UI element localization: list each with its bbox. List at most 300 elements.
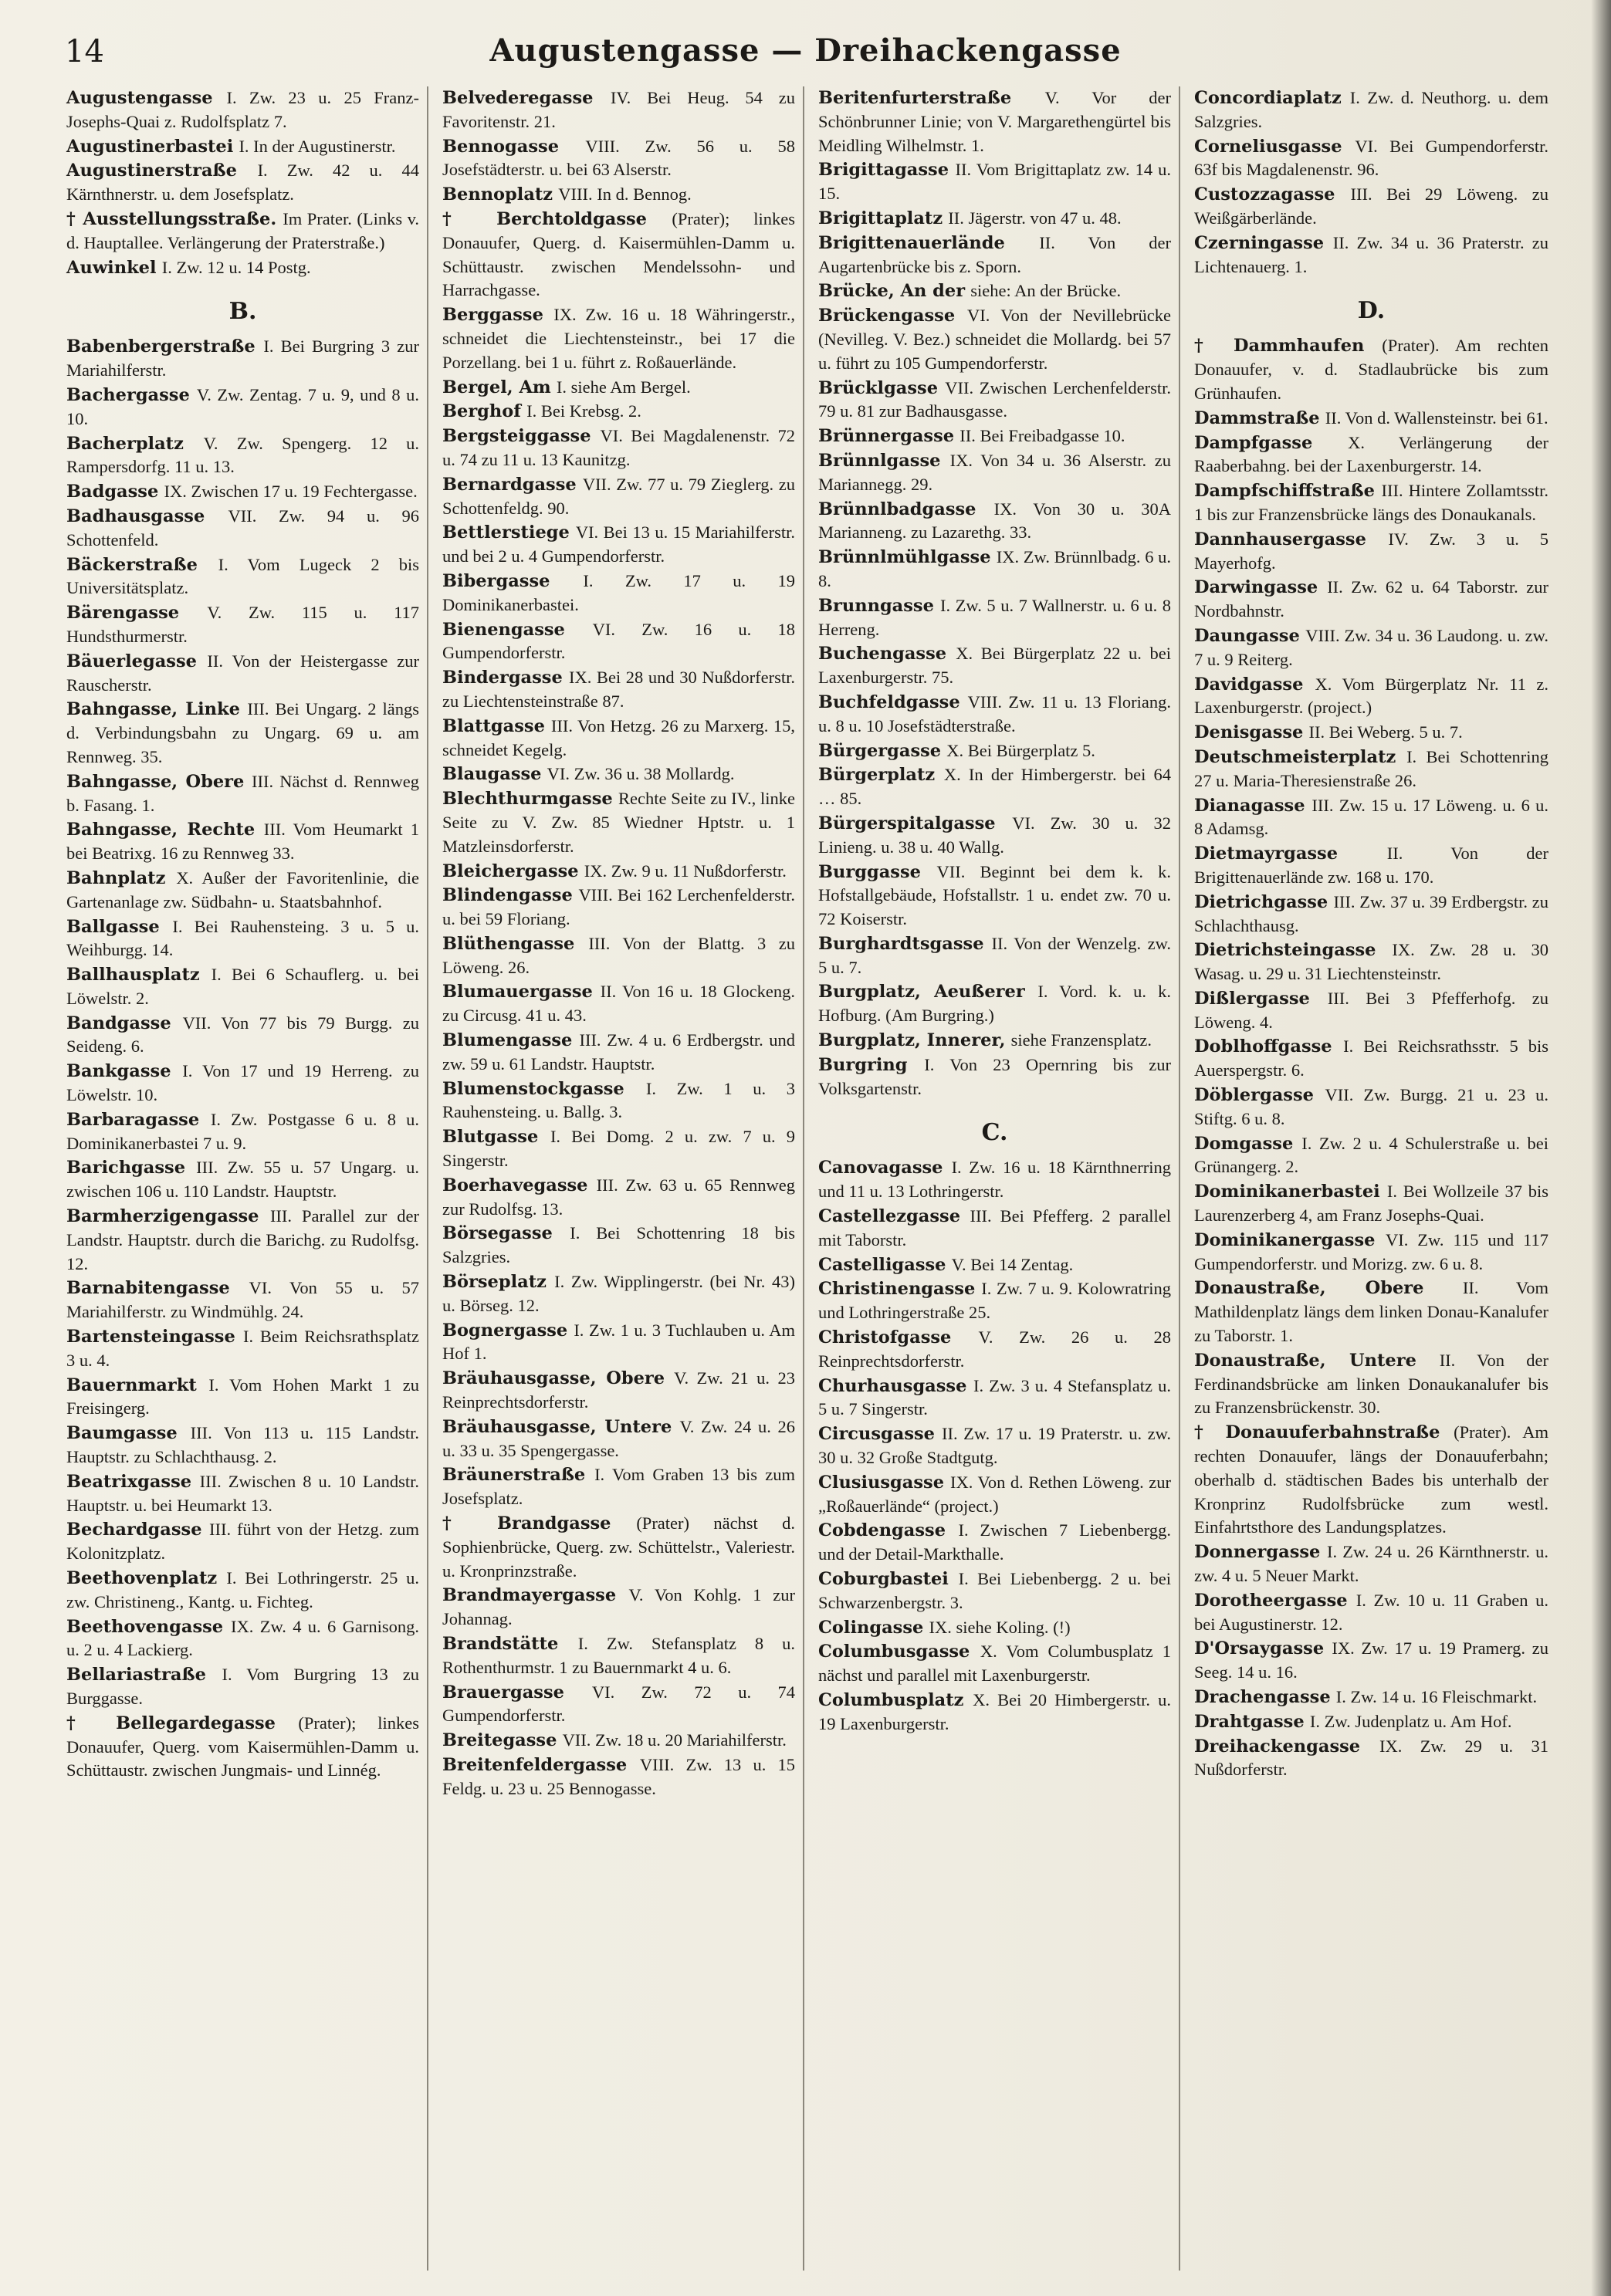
directory-entry: [442, 208, 795, 303]
directory-entry: [818, 1053, 1171, 1101]
directory-entry: [1194, 135, 1548, 183]
street-name: Burghardtsgasse: [818, 933, 984, 954]
street-name: Burggasse: [818, 861, 921, 882]
street-name: Canovagasse: [818, 1158, 943, 1178]
directory-entry: [1194, 987, 1548, 1035]
directory-entry: [442, 376, 795, 400]
directory-entry: [1194, 746, 1548, 793]
street-description: I. Von 17 und 19 Herreng. zu Löwelstr. 10.: [66, 1061, 419, 1105]
directory-entry: [1194, 673, 1548, 721]
directory-entry: [818, 232, 1171, 279]
street-description: Rechte Seite zu IV., linke Seite zu V. Zw. 85 Wiedner Hptstr. u. 1 Matzleinsdorferstr.: [442, 789, 796, 856]
street-name: Börseplatz: [442, 1272, 547, 1293]
directory-entry: [818, 279, 1171, 303]
street-name: Bernardgasse: [442, 474, 577, 495]
street-name: Boerhavegasse: [442, 1175, 588, 1195]
street-description: I. Bei Liebenbergg. 2 u. bei Schwarzenbergstr. 3.: [818, 1569, 1171, 1612]
street-name: Brücklgasse: [818, 377, 939, 398]
street-description: VI. Zw. 115 und 117 Gumpendorferstr. und Morizg. zw. 6 u. 8.: [1194, 1229, 1548, 1273]
street-name: Czerningasse: [1194, 232, 1325, 253]
street-description: II. Von der Wenzelg. zw. 5 u. 7.: [818, 933, 1172, 977]
street-name: Badhausgasse: [66, 506, 205, 526]
directory-entry: [442, 1029, 795, 1077]
street-description: VIII. Zw. 13 u. 15 Feldg. u. 23 u. 25 Bennogasse.: [442, 1754, 795, 1798]
street-description: I. Zwischen 7 Liebenbergg. und der Detail-Markthalle.: [818, 1520, 1171, 1564]
street-name: Buchfeldgasse: [818, 692, 960, 712]
directory-entry: [818, 932, 1171, 980]
street-name: Bräunerstraße: [442, 1465, 586, 1486]
street-description: II. Vom Brigittaplatz zw. 14 u. 15.: [818, 160, 1172, 204]
directory-entry: [442, 1270, 795, 1318]
street-description: IX. Von 30 u. 30A Marianneng. zu Lazarethg. 33.: [818, 499, 1171, 543]
street-name: † Ausstellungsstraße.: [66, 208, 277, 229]
street-name: Brigittenauerlände: [818, 232, 1005, 253]
directory-entry: [442, 932, 795, 980]
street-name: Doblhoffgasse: [1194, 1036, 1332, 1057]
street-description: VII. Zw. 77 u. 79 Zieglerg. zu Schottenfeldg. 90.: [442, 474, 795, 518]
street-name: Augustengasse: [66, 88, 213, 108]
street-description: VI. Bei Magdalenenstr. 72 u. 74 zu 11 u. 13 Kaunitzg.: [442, 426, 796, 469]
street-name: Brücke, An der: [818, 281, 966, 302]
street-description: I. In der Augustinerstr.: [239, 136, 396, 156]
street-description: III. Von der Blattg. 3 zu Löweng. 26.: [442, 933, 796, 977]
street-name: Brünnlbadgasse: [818, 499, 976, 519]
street-description: III. Bei Ungarg. 2 längs d. Verbindungsbahn zu Ungarg. 69 u. am Rennweg. 35.: [66, 699, 419, 766]
street-description: III. Bei Pfefferg. 2 parallel mit Taborstr.: [818, 1206, 1172, 1249]
directory-entry: [818, 1422, 1171, 1470]
directory-entry: [442, 1367, 795, 1415]
street-name: Bechardgasse: [66, 1520, 202, 1540]
street-description: II. Vom Mathildenplatz längs dem linken Donau-Kanalufer zu Taborstr. 1.: [1194, 1278, 1548, 1346]
directory-entry: [818, 498, 1171, 546]
directory-entry: [442, 666, 795, 714]
directory-entry: [1194, 1735, 1548, 1783]
street-name: † Brandgasse: [442, 1513, 611, 1534]
directory-entry: [66, 553, 419, 601]
street-description: I. Zw. 3 u. 4 Stefansplatz u. 5 u. 7 Singerstr.: [818, 1375, 1171, 1419]
directory-entry: [1194, 334, 1548, 405]
street-name: Döblergasse: [1194, 1085, 1314, 1106]
directory-entry: [66, 159, 419, 207]
street-description: X. Vom Columbusplatz 1 nächst und parallel mit Laxenburgerstr.: [818, 1642, 1171, 1686]
street-name: Dominikanergasse: [1194, 1229, 1376, 1250]
directory-entry: [66, 208, 419, 255]
street-description: I. Zw. 24 u. 26 Kärnthnerstr. u. zw. 4 u. 5 Neuer Markt.: [1194, 1542, 1548, 1586]
directory-entry: [442, 1584, 795, 1632]
street-name: Castellezgasse: [818, 1206, 961, 1227]
directory-entry: [66, 1518, 419, 1566]
street-name: Auwinkel: [66, 257, 157, 278]
directory-entry: [442, 1632, 795, 1680]
street-description: I. Vom Burgring 13 zu Burggasse.: [66, 1665, 420, 1708]
directory-entry: [818, 377, 1171, 424]
street-name: Beethovenplatz: [66, 1568, 218, 1589]
street-name: Bäckerstraße: [66, 554, 198, 575]
street-description: X. Vom Bürgerplatz Nr. 11 z. Laxenburgerstr. (project.): [1194, 674, 1548, 718]
street-name: Denisgasse: [1194, 722, 1304, 743]
street-name: Burgring: [818, 1054, 908, 1075]
directory-entry: [442, 1222, 795, 1270]
street-description: I. Bei Krebsg. 2.: [526, 401, 641, 421]
street-name: Breitegasse: [442, 1730, 557, 1751]
street-description: V. Bei 14 Zentag.: [951, 1254, 1074, 1274]
street-name: Bankgasse: [66, 1061, 171, 1082]
street-description: V. Zw. 24 u. 26 u. 33 u. 35 Spengergasse.: [442, 1416, 795, 1460]
street-name: Baumgasse: [66, 1423, 178, 1444]
directory-entry: [442, 1753, 795, 1801]
page-edge-shadow: [1591, 0, 1611, 2296]
directory-entry: [442, 521, 795, 569]
page-header: [62, 29, 1549, 76]
street-name: Drachengasse: [1194, 1687, 1331, 1707]
directory-entry: [818, 861, 1171, 932]
street-description: I. Zw. 10 u. 11 Graben u. bei Augustinerstr. 12.: [1194, 1590, 1548, 1634]
street-description: I. Zw. Wipplingerstr. (bei Nr. 43) u. Börseg. 12.: [442, 1272, 796, 1315]
street-name: Bognergasse: [442, 1320, 568, 1341]
street-name: Berggasse: [442, 305, 543, 326]
directory-entry: [66, 1567, 419, 1615]
street-description: II. Von der Ferdinandsbrücke am linken Donaukanalufer bis zu Franzensbrückenstr. 30.: [1194, 1350, 1548, 1418]
street-name: Christinengasse: [818, 1279, 976, 1300]
street-description: I. Zw. 14 u. 16 Fleischmarkt.: [1335, 1687, 1538, 1706]
directory-entry: [442, 715, 795, 763]
street-description: III. Hintere Zollamtsstr. 1 bis zur Franzensbrücke längs des Donaukanals.: [1194, 481, 1548, 524]
street-name: Brauergasse: [442, 1682, 564, 1703]
column-4: [1191, 86, 1556, 2271]
street-description: V. Zw. 26 u. 28 Reinprechtsdorferstr.: [818, 1327, 1171, 1371]
directory-entry: [66, 1276, 419, 1324]
street-name: Clusiusgasse: [818, 1472, 945, 1493]
directory-entry: [1194, 1421, 1548, 1540]
street-description: VI. Zw. 36 u. 38 Mollardg.: [547, 764, 735, 784]
street-description: V. Vor der Schönbrunner Linie; von V. Margarethengürtel bis Meidling Wilhelmstr. 1.: [818, 88, 1171, 155]
street-description: V. Von Kohlg. 1 zur Johannag.: [442, 1585, 795, 1629]
street-description: IX. Zw. 4 u. 6 Garnisong. u. 2 u. 4 Lackierg.: [66, 1616, 419, 1660]
directory-entry: [442, 1174, 795, 1222]
directory-entry: [442, 183, 795, 207]
street-name: Brückengasse: [818, 306, 956, 326]
directory-entry: [818, 980, 1171, 1028]
street-description: VI. Zw. 72 u. 74 Gumpendorferstr.: [442, 1682, 795, 1726]
street-description: I. Bei Wollzeile 37 bis Laurenzerberg 4, am Franz Josephs-Quai.: [1194, 1182, 1548, 1226]
street-name: Dorotheergasse: [1194, 1590, 1348, 1611]
directory-entry: [66, 1108, 419, 1156]
street-description: I. Zw. d. Neuthorg. u. dem Salzgries.: [1194, 88, 1548, 131]
section-letter: D.: [1357, 297, 1386, 325]
directory-entry: [442, 884, 795, 932]
street-name: Bauernmarkt: [66, 1375, 197, 1395]
directory-entry: [1194, 1540, 1548, 1588]
section-letter: C.: [981, 1119, 1008, 1147]
street-description: V. Zw. 21 u. 23 Reinprechtsdorferstr.: [442, 1368, 796, 1412]
street-name: Columbusplatz: [818, 1690, 964, 1710]
street-name: Blutgasse: [442, 1127, 539, 1148]
street-description: III. Parallel zur der Landstr. Hauptstr. durch die Barichg. zu Rudolfsg. 12.: [66, 1206, 419, 1273]
street-name: Brandmayergasse: [442, 1585, 617, 1606]
street-description: IX. Zw. 16 u. 18 Währingerstr., schneidet die Liechtensteinstr., bei 17 die Porzellang. bei 1 u. führt z. Roßauerlände.: [442, 305, 795, 372]
directory-entry: [66, 1374, 419, 1422]
street-name: Barbaragasse: [66, 1109, 200, 1130]
street-description: I. Vord. k. u. k. Hofburg. (Am Burgring.): [818, 982, 1171, 1026]
street-name: Berghof: [442, 401, 521, 422]
street-name: Bindergasse: [442, 668, 563, 688]
street-description: III. Zw. 4 u. 6 Erdbergstr. und zw. 59 u. 61 Landstr. Hauptstr.: [442, 1030, 796, 1074]
directory-entry: [818, 1029, 1171, 1053]
street-name: Brunngasse: [818, 595, 934, 616]
street-name: Bergel, Am: [442, 377, 551, 397]
street-description: VII. Beginnt bei dem k. k. Hofstallgebäude, Hofstallstr. 1 u. endet zw. 70 u. 72 Koiserstr.: [818, 861, 1171, 929]
street-name: Bennoplatz: [442, 184, 553, 205]
street-description: I. Vom Hohen Markt 1 zu Freisingerg.: [66, 1375, 419, 1419]
street-description: II. Bei Freibadgasse 10.: [959, 426, 1125, 446]
street-description: I. Zw. 12 u. 14 Postg.: [161, 257, 311, 277]
street-name: Bahngasse, Linke: [66, 699, 240, 720]
directory-entry: [818, 1375, 1171, 1422]
street-name: Colingasse: [818, 1617, 924, 1638]
street-description: siehe Franzensplatz.: [1010, 1030, 1152, 1050]
street-name: Badgasse: [66, 482, 159, 502]
street-name: Circusgasse: [818, 1424, 935, 1445]
street-description: X. Bei 20 Himbergerstr. u. 19 Laxenburgerstr.: [818, 1690, 1171, 1733]
street-name: Brandstätte: [442, 1634, 559, 1654]
directory-entry: [66, 1615, 419, 1663]
directory-entry: [818, 1519, 1171, 1567]
street-description: II. Von 16 u. 18 Glockeng. zu Circusg. 41 u. 43.: [442, 982, 796, 1026]
street-name: Beethovengasse: [66, 1616, 224, 1637]
street-description: VI. Von der Nevillebrücke (Nevilleg. V. Bez.) schneidet die Mollardg. bei 57 u. führt zu 105 Gumpendorferstr.: [818, 306, 1171, 373]
street-description: VIII. In d. Bennog.: [558, 184, 692, 205]
street-description: IX. Von d. Rethen Löweng. zur „Roßauerlände“ (project.): [818, 1472, 1172, 1516]
street-description: VI. Bei 13 u. 15 Mariahilferstr. und bei 2 u. 4 Gumpendorferstr.: [442, 522, 795, 566]
street-name: Augustinerstraße: [66, 161, 237, 181]
street-name: Bürgerplatz: [818, 765, 936, 786]
directory-entry: [1194, 1589, 1548, 1637]
column-2: [439, 86, 804, 2271]
street-name: Burgplatz, Aeußerer: [818, 982, 1025, 1003]
street-name: Brünnlmühlgasse: [818, 547, 991, 568]
directory-entry: [818, 546, 1171, 593]
street-description: (Prater); linkes Donauufer, Querg. vom Kaisermühlen-Damm u. Schüttaustr. zwischen Jungmais- und Linnég.: [66, 1713, 419, 1780]
directory-entry: [818, 1253, 1171, 1277]
directory-entry: [442, 135, 795, 183]
directory-entry: [442, 1415, 795, 1463]
directory-entry: [818, 1277, 1171, 1325]
street-name: Bandgasse: [66, 1013, 171, 1033]
street-description: VI. Zw. 30 u. 32 Linieng. u. 38 u. 40 Wallg.: [818, 813, 1172, 857]
directory-entry: [66, 86, 419, 134]
street-description: (Prater); linkes Donauufer, Querg. d. Kaisermühlen-Damm u. Schüttaustr. zwischen Mendelssohn- und Harrachgasse.: [442, 208, 795, 300]
street-description: I. Zw. 1 u. 3 Rauhensteing. u. Ballg. 3.: [442, 1078, 796, 1122]
street-name: Bennogasse: [442, 136, 560, 157]
street-name: Dannhausergasse: [1194, 529, 1366, 549]
street-description: III. Vom Heumarkt 1 bei Beatrixg. 16 zu Rennweg 33.: [66, 820, 420, 864]
street-name: Daungasse: [1194, 625, 1300, 646]
street-description: V. Zw. Zentag. 7 u. 9, und 8 u. 10.: [66, 384, 419, 428]
street-description: siehe: An der Brücke.: [970, 281, 1122, 301]
street-description: I. Zw. Postgasse 6 u. 8 u. Dominikanerbastei 7 u. 9.: [66, 1109, 420, 1153]
street-name: Deutschmeisterplatz: [1194, 746, 1396, 767]
directory-entry: [442, 424, 795, 472]
directory-entry: [66, 867, 419, 915]
directory-entry: [442, 1319, 795, 1367]
street-description: III. Von Hetzg. 26 zu Marxerg. 15, schneidet Kegelg.: [442, 715, 795, 759]
street-name: Börsegasse: [442, 1223, 553, 1244]
street-name: Bachergasse: [66, 384, 190, 405]
street-description: VI. Bei Gumpendorferstr. 63f bis Magdalenenstr. 96.: [1194, 136, 1548, 180]
street-description: I. Beim Reichsrathsplatz 3 u. 4.: [66, 1327, 419, 1370]
street-name: † Berchtoldgasse: [442, 208, 647, 229]
directory-entry: [66, 1422, 419, 1469]
street-name: Drahtgasse: [1194, 1711, 1305, 1732]
directory-entry: [66, 335, 419, 383]
street-description: IX. Bei 28 und 30 Nußdorferstr. zu Liechtensteinstraße 87.: [442, 668, 795, 711]
street-name: Bergsteiggasse: [442, 426, 591, 447]
directory-entry: [66, 1470, 419, 1518]
street-description: II. Jägerstr. von 47 u. 48.: [948, 208, 1122, 228]
street-name: Buchengasse: [818, 644, 947, 664]
street-description: II. Von d. Wallensteinstr. bei 61.: [1325, 407, 1548, 428]
directory-entry: [818, 1640, 1171, 1688]
street-name: Beritenfurterstraße: [818, 88, 1012, 108]
directory-entry: [442, 1729, 795, 1753]
street-description: III. Bei 29 Löweng. zu Weißgärberlände.: [1194, 184, 1548, 228]
street-name: Beatrixgasse: [66, 1471, 192, 1492]
directory-entry: [1194, 1084, 1548, 1131]
street-description: II. Bei Weberg. 5 u. 7.: [1308, 722, 1463, 742]
street-name: Darwingasse: [1194, 577, 1318, 598]
directory-entry: [442, 303, 795, 374]
street-description: I. Zw. 23 u. 25 Franz-Josephs-Quai z. Rudolfsplatz 7.: [66, 88, 419, 131]
directory-entry: [1194, 721, 1548, 745]
street-description: VII. Zw. 18 u. 20 Mariahilferstr.: [562, 1730, 787, 1750]
directory-entry: [66, 698, 419, 769]
street-name: Ballgasse: [66, 916, 160, 937]
directory-entry: [1194, 528, 1548, 576]
street-name: Blindengasse: [442, 885, 573, 906]
directory-entry: [442, 473, 795, 521]
street-name: Davidgasse: [1194, 674, 1304, 695]
street-name: Dietmayrgasse: [1194, 844, 1339, 864]
running-head: Augustengasse — Dreihackengasse: [489, 32, 1122, 69]
street-name: Babenbergerstraße: [66, 336, 256, 357]
street-name: Belvederegasse: [442, 88, 594, 108]
street-description: I. Bei 6 Schauflerg. u. bei Löwelstr. 2.: [66, 965, 420, 1008]
street-description: VIII. Bei 162 Lerchenfelderstr. u. bei 59 Floriang.: [442, 885, 795, 929]
directory-entry: [442, 1512, 795, 1583]
street-name: Blechthurmgasse: [442, 789, 613, 810]
directory-entry: [818, 449, 1171, 497]
street-name: Brünnlgasse: [818, 450, 941, 471]
street-description: III. Von 113 u. 115 Landstr. Hauptstr. zu Schlachthausg. 2.: [66, 1423, 419, 1467]
street-name: Bärengasse: [66, 603, 180, 624]
street-description: I. Bei Schottenring 27 u. Maria-Theresienstraße 26.: [1194, 746, 1548, 790]
street-description: IX. Zw. 28 u. 30 Wasag. u. 29 u. 31 Liechtensteinstr.: [1194, 940, 1548, 984]
column-3: [815, 86, 1180, 2271]
directory-entry: [818, 86, 1171, 157]
street-description: IX. siehe Koling. (!): [929, 1617, 1071, 1637]
directory-entry: [1194, 232, 1548, 279]
directory-entry: [66, 1325, 419, 1373]
street-description: I. Zw. 7 u. 9. Kolowratring und Lothringerstraße 25.: [818, 1279, 1172, 1323]
street-description: V. Zw. Spengerg. 12 u. Rampersdorfg. 11 u. 13.: [66, 433, 420, 477]
street-description: X. Bei Bürgerplatz 5.: [946, 740, 1095, 760]
street-description: I. Bei Reichsrathsstr. 5 bis Auerspergstr. 6.: [1194, 1036, 1548, 1080]
street-name: Ballhausplatz: [66, 965, 200, 986]
directory-entry: [818, 1567, 1171, 1615]
street-description: I. Zw. Judenplatz u. Am Hof.: [1309, 1711, 1512, 1731]
directory-entry: [1194, 1710, 1548, 1734]
street-name: Barichgasse: [66, 1158, 186, 1178]
street-description: I. Bei Domg. 2 u. zw. 7 u. 9 Singerstr.: [442, 1127, 796, 1171]
directory-entry: [66, 1156, 419, 1204]
street-description: I. Zw. 17 u. 19 Dominikanerbastei.: [442, 570, 795, 614]
directory-entry: [818, 642, 1171, 690]
street-name: Donaustraße, Untere: [1194, 1350, 1416, 1371]
directory-entry: [818, 424, 1171, 448]
street-name: Brünnergasse: [818, 426, 955, 447]
directory-entry: [1194, 1349, 1548, 1420]
street-name: Bleichergasse: [442, 861, 579, 881]
street-name: Dampfschiffstraße: [1194, 481, 1375, 502]
street-name: Blattgasse: [442, 715, 545, 736]
street-name: Bellariastraße: [66, 1665, 206, 1686]
street-name: † Bellegardegasse: [66, 1713, 276, 1733]
street-description: I. Zw. 1 u. 3 Tuchlauben u. Am Hof 1.: [442, 1320, 796, 1364]
street-description: VI. Zw. 16 u. 18 Gumpendorferstr.: [442, 619, 795, 663]
street-description: I. Bei Burgring 3 zur Mariahilferstr.: [66, 336, 419, 380]
directory-entry: [66, 256, 419, 280]
directory-entry: [442, 763, 795, 786]
street-name: Bräuhausgasse, Untere: [442, 1416, 672, 1437]
street-name: Domgasse: [1194, 1133, 1294, 1154]
street-description: VII. Zwischen Lerchenfelderstr. 79 u. 81 zur Badhausgasse.: [818, 377, 1171, 421]
street-description: III. Zw. 63 u. 65 Rennweg zur Rudolfsg. 13.: [442, 1175, 795, 1219]
street-name: Blumenstockgasse: [442, 1078, 624, 1099]
street-name: Bahnplatz: [66, 867, 166, 888]
street-name: Churhausgasse: [818, 1375, 967, 1396]
street-description: I. Vom Graben 13 bis zum Josefsplatz.: [442, 1465, 795, 1509]
directory-entry: [442, 570, 795, 617]
directory-entry: [1194, 842, 1548, 890]
directory-entry: [818, 1471, 1171, 1519]
street-description: VIII. Zw. 56 u. 58 Josefstädterstr. u. bei 63 Alserstr.: [442, 136, 795, 180]
directory-entry: [66, 1663, 419, 1711]
street-name: Dammstraße: [1194, 407, 1320, 428]
section-letter: B.: [228, 298, 257, 326]
street-name: Breitenfeldergasse: [442, 1754, 628, 1775]
street-description: X. Verlängerung der Raaberbahng. bei der Laxenburgerstr. 14.: [1194, 432, 1548, 476]
directory-entry: [66, 770, 419, 818]
directory-entry: [442, 980, 795, 1028]
street-description: I. Bei Rauhensteing. 3 u. 5 u. Weihburgg. 14.: [66, 916, 419, 960]
street-description: (Prater) nächst d. Sophienbrücke, Querg. zw. Schüttelstr., Valeriestr. u. Kronprinzstraße.: [442, 1513, 795, 1581]
street-description: III. Bei 3 Pfefferhofg. zu Löweng. 4.: [1194, 988, 1548, 1032]
directory-entry: [818, 1156, 1171, 1204]
street-description: I. siehe Am Bergel.: [556, 377, 691, 397]
street-description: VII. Zw. Burgg. 21 u. 23 u. Stiftg. 6 u. 8.: [1194, 1085, 1549, 1128]
directory-entry: [66, 915, 419, 963]
street-name: Bürgergasse: [818, 740, 942, 761]
street-description: V. Zw. 115 u. 117 Hundsthurmerstr.: [66, 603, 419, 646]
directory-entry: [66, 601, 419, 649]
directory-entry: [1194, 938, 1548, 986]
street-description: I. Bei Schottenring 18 bis Salzgries.: [442, 1223, 795, 1267]
street-directory: [63, 86, 1556, 2271]
directory-entry: [66, 505, 419, 553]
street-description: III. Nächst d. Rennweg b. Fasang. 1.: [66, 771, 420, 815]
street-description: II. Zw. 62 u. 64 Taborstr. zur Nordbahnstr.: [1194, 577, 1548, 621]
directory-entry: [818, 763, 1171, 811]
